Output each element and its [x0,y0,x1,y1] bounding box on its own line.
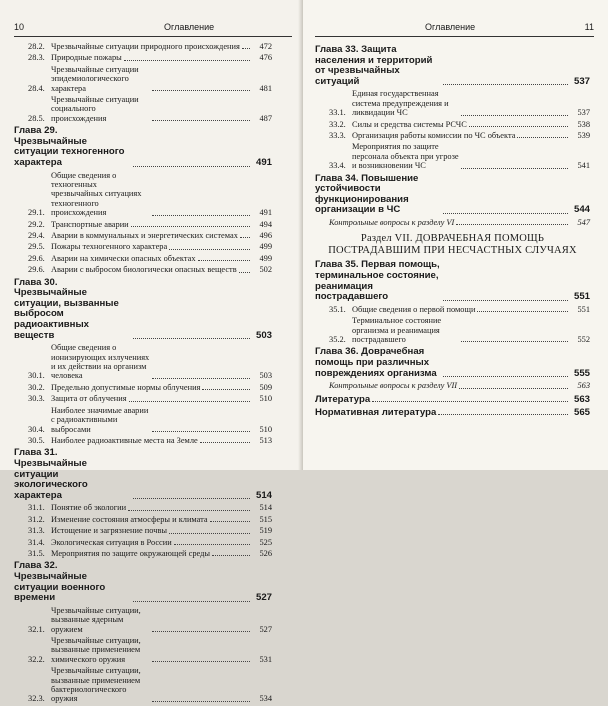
subsection-entry [14,343,272,381]
subsection-entry [315,316,590,344]
dot-leader [461,341,568,342]
entry-title-wrap [51,394,252,403]
entry-title: Литература [315,393,371,405]
control-questions-entry [315,218,590,227]
entry-title-wrap [51,549,252,558]
subsection-entry [14,171,272,218]
entry-title-wrap [51,343,252,381]
entry-page-number: 519 [259,526,272,536]
entry-number: 28.2. [28,42,45,51]
entry-page-number: 509 [259,382,272,392]
subsection-entry [14,265,272,274]
right-toc [315,42,590,420]
entry-title-wrap [315,347,570,379]
entry-title: Пожары техногенного характера [51,242,168,252]
dot-leader [174,544,250,545]
entry-title-wrap [315,395,570,404]
entry-number: 29.1. [28,208,45,218]
subsection-entry [14,503,272,512]
subsection-entry [14,436,272,445]
subsection-entry [315,131,590,140]
entry-title: Чрезвычайные ситуации природного происхождения [51,42,240,51]
entry-title: Аварии на химически опасных объектах [51,253,196,263]
entry-number: 31.2. [28,514,45,524]
entry-page-number: 565 [573,407,590,418]
entry-title-wrap [329,381,570,390]
bibliography-entry [315,408,590,417]
chapter-entry [315,174,590,216]
entry-title-wrap [315,174,570,216]
dot-leader [200,442,250,443]
entry-page-number: 563 [573,393,590,405]
entry-page-number: 515 [259,514,272,524]
entry-number: 35.1. [329,304,346,314]
entry-page-number: 544 [573,204,590,216]
entry-title-wrap [51,231,252,240]
dot-leader [469,126,568,127]
entry-title-wrap [51,538,252,547]
subsection-entry [315,89,590,117]
dot-leader [152,661,251,662]
subsection-entry [14,242,272,251]
entry-title: Чрезвычайные ситуации эпидемиологического характера [51,64,139,93]
entry-page-number: 534 [259,694,272,704]
entry-page-number: 539 [577,131,590,140]
entry-number: 28.3. [28,53,45,63]
entry-title: Чрезвычайные ситуации, вызванные применением химического оружия [51,635,141,664]
entry-page-number: 476 [259,53,272,63]
entry-page-number: 503 [259,371,272,381]
entry-title-wrap [51,406,252,434]
dot-leader [152,431,251,432]
chapter-entry [315,45,590,87]
entry-page-number: 526 [259,548,272,558]
entry-title: Мероприятия по защите окружающей среды [51,548,211,558]
chapter-entry [315,260,590,302]
dot-leader [133,498,250,499]
dot-leader [443,300,569,301]
entry-title-wrap [51,383,252,392]
entry-title: Общие сведения о техногенных чрезвычайных ситуациях техногенного происхождения [51,170,142,218]
entry-title: Общие сведения о ионизирующих излучениях и их действии на организм человека [51,343,150,381]
entry-title-wrap [51,606,252,634]
entry-title-wrap [352,316,570,344]
entry-title: Глава 29. Чрезвычайные ситуации техногенного характера [14,125,125,169]
entry-page-number: 513 [259,435,272,445]
entry-title: Глава 30. Чрезвычайные ситуации, вызванные выбросом радиоактивных веществ [14,276,119,341]
dot-leader [152,120,251,121]
right-page [303,0,608,470]
section-heading: Раздел VII. ДОВРАЧЕБНАЯ ПОМОЩЬ ПОСТРАДАВШИМ ПРИ НЕСЧАСТНЫХ СЛУЧАЯХ [328,233,577,256]
entry-title-wrap [315,260,570,302]
entry-title: Наиболее значимые аварии с радиоактивными выбросами [51,405,149,434]
entry-title: Защита от облучения [51,394,127,404]
entry-page-number: 547 [577,218,590,227]
entry-page-number: 503 [255,329,272,341]
subsection-entry [315,142,590,170]
dot-leader [210,521,250,522]
dot-leader [240,237,250,238]
subsection-entry [14,53,272,62]
entry-title-wrap [315,408,570,417]
entry-title: Предельно допустимые нормы облучения [51,382,201,392]
subsection-entry [14,636,272,664]
entry-title-wrap [14,561,252,603]
subsection-entry [315,120,590,129]
entry-page-number: 502 [259,265,272,275]
entry-title: Мероприятия по защите персонала объекта при угрозе и возникновении ЧС [352,142,459,171]
entry-title-wrap [315,45,570,87]
control-questions-entry [315,381,590,390]
entry-page-number: 537 [577,108,590,118]
dot-leader [202,389,250,390]
entry-title: Аварии в коммунальных и энергетических системах [51,231,238,241]
dot-leader [461,115,568,116]
subsection-entry [14,538,272,547]
dot-leader [517,137,568,138]
entry-number: 30.1. [28,371,45,381]
subsection-entry [14,95,272,123]
entry-title-wrap [51,636,252,664]
entry-page-number: 491 [259,208,272,218]
entry-title: Чрезвычайные ситуации социального происхождения [51,95,139,123]
entry-page-number: 514 [255,489,272,501]
subsection-entry [14,383,272,392]
entry-title: Транспортные аварии [51,219,129,229]
entry-title-wrap [51,526,252,535]
entry-page-number: 491 [255,157,272,169]
dot-leader [128,510,250,511]
entry-page-number: 563 [577,381,590,391]
entry-number: 35.2. [329,335,346,344]
entry-title-wrap [51,242,252,251]
entry-page-number: 496 [259,231,272,241]
entry-title: Глава 33. Защита населения и территорий от чрезвычайных ситуаций [315,44,433,87]
entry-title-wrap [352,89,570,117]
entry-title-wrap [51,65,252,93]
entry-page-number: 527 [259,624,272,634]
entry-number: 33.4. [329,161,346,171]
dot-leader [124,60,250,61]
entry-title: Аварии с выбросом биологически опасных веществ [51,265,237,275]
entry-title: Контрольные вопросы к разделу VII [329,381,458,391]
dot-leader [133,601,250,602]
entry-title-wrap [352,142,570,170]
entry-title: Контрольные вопросы к разделу VI [329,218,455,227]
entry-title: Изменение состояния атмосферы и климата [51,514,208,524]
entry-number: 29.2. [28,219,45,229]
chapter-entry [14,561,272,603]
entry-title: Экологическая ситуация в России [51,537,172,547]
dot-leader [372,401,568,402]
entry-title-wrap [14,448,252,501]
entry-title-wrap [51,666,252,704]
subsection-entry [14,220,272,229]
entry-title: Понятие об экологии [51,503,127,513]
entry-page-number: 551 [577,304,590,314]
subsection-entry [14,515,272,524]
chapter-entry [315,347,590,379]
entry-page-number: 514 [259,503,272,513]
left-page-number: 10 [14,22,25,32]
entry-page-number: 531 [259,654,272,664]
dot-leader [477,311,568,312]
entry-number: 32.2. [28,654,45,664]
left-toc [14,42,272,706]
subsection-entry [14,65,272,93]
dot-leader [212,555,250,556]
entry-number: 31.1. [28,503,45,513]
dot-leader [456,224,568,225]
entry-number: 29.4. [28,231,45,241]
entry-title: Истощение и загрязнение почвы [51,526,168,536]
entry-title-wrap [51,515,252,524]
entry-page-number: 552 [577,335,590,344]
entry-title-wrap [352,131,570,140]
entry-page-number: 481 [259,83,272,93]
entry-number: 29.6. [28,253,45,263]
right-page-number: 11 [584,22,594,32]
entry-title-wrap [51,503,252,512]
entry-title-wrap [51,171,252,218]
dot-leader [152,90,251,91]
entry-page-number: 538 [577,119,590,129]
entry-title-wrap [352,305,570,314]
dot-leader [459,388,568,389]
chapter-entry [14,448,272,501]
entry-number: 33.1. [329,108,346,118]
entry-title-wrap [352,120,570,129]
dot-leader [129,401,250,402]
subsection-entry [14,254,272,263]
bibliography-entry [315,395,590,404]
chapter-entry [14,278,272,342]
subsection-entry [14,394,272,403]
entry-title-wrap [51,220,252,229]
entry-title-wrap [51,254,252,263]
dot-leader [152,378,251,379]
entry-number: 30.3. [28,394,45,404]
entry-title: Наиболее радиоактивные места на Земле [51,435,198,445]
entry-number: 28.5. [28,113,45,123]
dot-leader [242,48,250,49]
entry-title-wrap [51,42,252,51]
entry-number: 29.5. [28,242,45,252]
entry-title: Глава 34. Повышение устойчивости функционирования организации в ЧС [315,172,419,216]
entry-page-number: 555 [573,367,590,379]
dot-leader [152,631,251,632]
entry-title-wrap [51,95,252,123]
left-running-header [14,22,292,37]
entry-page-number: 510 [259,394,272,404]
entry-page-number: 499 [259,242,272,252]
entry-number: 30.4. [28,424,45,434]
entry-page-number: 510 [259,424,272,434]
dot-leader [443,84,569,85]
entry-number: 30.2. [28,382,45,392]
left-page [0,0,302,704]
entry-title: Единая государственная система предупреждения и ликвидации ЧС [352,89,449,118]
entry-page-number: 551 [573,291,590,303]
left-header-title: Оглавление [164,22,215,32]
entry-page-number: 537 [573,75,590,87]
entry-number: 31.4. [28,537,45,547]
entry-page-number: 487 [259,113,272,123]
entry-title: Глава 31. Чрезвычайные ситуации экологического характера [14,447,88,501]
subsection-entry [315,305,590,314]
entry-title: Природные пожары [51,53,122,63]
entry-title: Общие сведения о первой помощи [352,304,476,314]
entry-title-wrap [51,436,252,445]
dot-leader [131,226,250,227]
entry-title: Глава 36. Доврачебная помощь при различных повреждениях организма [315,346,437,379]
entry-number: 29.6. [28,265,45,275]
dot-leader [133,338,250,339]
entry-page-number: 472 [259,42,272,51]
entry-page-number: 527 [255,592,272,604]
entry-number: 32.1. [28,624,45,634]
entry-title: Чрезвычайные ситуации, вызванные применением бактериологического оружия [51,666,141,704]
subsection-entry [14,606,272,634]
entry-number: 33.2. [329,119,346,129]
entry-number: 28.4. [28,83,45,93]
entry-page-number: 494 [259,219,272,229]
entry-title: Терминальное состояние организма и реанимация пострадавшего [352,316,442,344]
entry-number: 30.5. [28,435,45,445]
dot-leader [239,272,250,273]
dot-leader [152,701,251,702]
entry-title: Организация работы комиссии по ЧС объекта [352,131,516,140]
subsection-entry [14,526,272,535]
entry-title: Глава 32. Чрезвычайные ситуации военного времени [14,560,106,604]
dot-leader [152,215,251,216]
right-header-title: Оглавление [425,22,476,32]
entry-title-wrap [14,278,252,342]
dot-leader [443,213,569,214]
dot-leader [133,166,250,167]
subsection-entry [14,666,272,704]
subsection-entry [14,549,272,558]
dot-leader [198,260,250,261]
dot-leader [443,376,569,377]
entry-page-number: 525 [259,537,272,547]
entry-number: 33.3. [329,131,346,140]
subsection-entry [14,231,272,240]
dot-leader [461,168,568,169]
entry-number: 31.3. [28,526,45,536]
dot-leader [169,533,250,534]
right-running-header [315,22,594,37]
subsection-entry [14,406,272,434]
entry-title-wrap [329,218,570,227]
chapter-entry [14,126,272,168]
entry-number: 32.3. [28,694,45,704]
entry-title: Чрезвычайные ситуации, вызванные ядерным оружием [51,605,141,634]
dot-leader [438,414,568,415]
subsection-entry [14,42,272,51]
entry-page-number: 541 [577,161,590,171]
entry-title-wrap [14,126,252,168]
dot-leader [169,249,250,250]
entry-title: Глава 35. Первая помощь, терминальное состояние, реанимация пострадавшего [315,259,440,303]
entry-title: Нормативная литература [315,407,437,418]
entry-page-number: 499 [259,253,272,263]
entry-title-wrap [51,265,252,274]
entry-number: 31.5. [28,548,45,558]
entry-title: Силы и средства системы РСЧС [352,119,467,129]
entry-title-wrap [51,53,252,62]
